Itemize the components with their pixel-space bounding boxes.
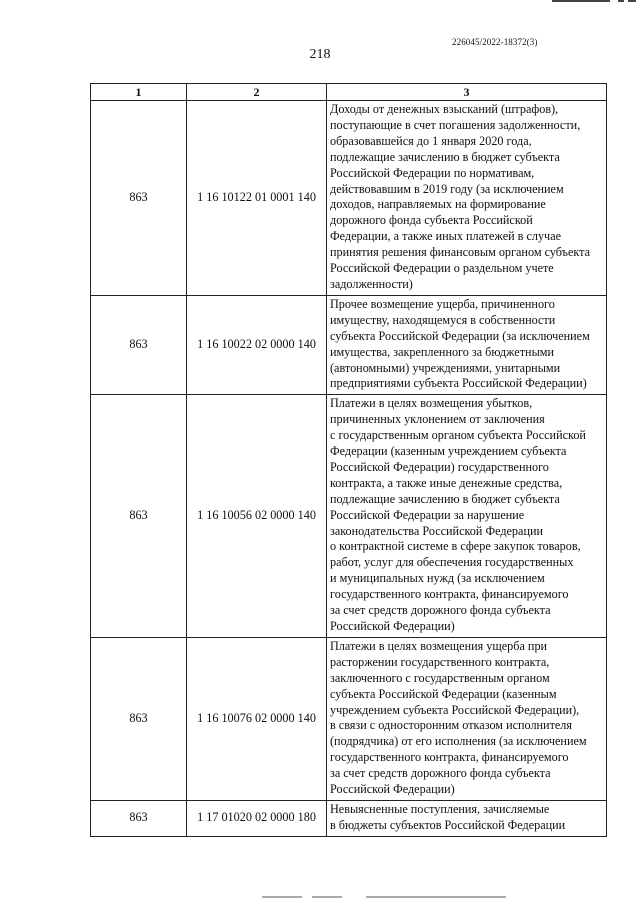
revenue-name-line: Платежи в целях возмещения ущерба при — [330, 638, 548, 653]
admin-code-cell: 863 — [91, 101, 187, 296]
revenue-name-line: задолженности) — [330, 276, 413, 291]
revenue-name-line: образовавшейся до 1 января 2020 года, — [330, 133, 532, 148]
revenue-name-line: имуществу, находящемуся в собственности — [330, 312, 556, 327]
revenue-name-line: субъекта Российской Федерации (казенным — [330, 686, 557, 701]
revenue-name-line: с государственным органом субъекта Российской — [330, 428, 586, 443]
revenue-name-line: Российской Федерации о раздельном учете — [330, 261, 554, 276]
table-row — [91, 637, 607, 800]
kbk-code-cell: 1 16 10056 02 0000 140 — [187, 395, 327, 638]
revenue-name-line: Прочее возмещение ущерба, причиненного — [330, 296, 555, 311]
revenue-name-line: доходов, направляемых на формирование — [330, 197, 546, 212]
kbk-code-cell: 1 16 10022 02 0000 140 — [187, 295, 327, 394]
budget-revenue-table — [90, 83, 607, 837]
kbk-code-cell: 1 16 10122 01 0001 140 — [187, 101, 327, 296]
revenue-name-line: поступающие в счет погашения задолженности, — [330, 117, 581, 132]
revenue-name-line: (автономными) учреждениями, унитарными — [330, 360, 561, 375]
revenue-name-line: имущества, закрепленного за бюджетными — [330, 344, 554, 359]
revenue-name-line: в связи с односторонним отказом исполнителя — [330, 718, 572, 733]
revenue-name-line: работ, услуг для обеспечения государственных — [330, 555, 574, 570]
column-header-1: 1 — [91, 84, 187, 101]
revenue-name-line: Платежи в целях возмещения убытков, — [330, 396, 533, 411]
revenue-name-line: подлежащие зачислению в бюджет субъекта — [330, 149, 560, 164]
revenue-name-cell — [327, 800, 607, 836]
revenue-name-line: заключенного с государственным органом — [330, 670, 550, 685]
revenue-name-cell — [327, 295, 607, 394]
page-number: 218 — [309, 47, 331, 62]
table-row — [91, 101, 607, 296]
revenue-name-line: и муниципальных нужд (за исключением — [330, 571, 545, 586]
revenue-name-line: Российской Федерации) государственного — [330, 459, 549, 474]
revenue-name-line: (подрядчика) от его исполнения (за исключением — [330, 734, 587, 749]
revenue-name-line: учреждением субъекта Российской Федерации), — [330, 702, 580, 717]
revenue-name-line: в бюджеты субъектов Российской Федерации — [330, 817, 566, 832]
revenue-name-line: предприятиями субъекта Российской Федерации) — [330, 376, 587, 391]
revenue-name-line: расторжении государственного контракта, — [330, 654, 550, 669]
revenue-name-cell — [327, 101, 607, 296]
revenue-name-line: Федерации (казенным учреждением субъекта — [330, 444, 567, 459]
admin-code-cell: 863 — [91, 295, 187, 394]
revenue-name-cell — [327, 395, 607, 638]
revenue-name-line: дорожного фонда субъекта Российской — [330, 213, 533, 228]
table-row — [91, 800, 607, 836]
revenue-name-line: о контрактной системе в сфере закупок товаров, — [330, 539, 581, 554]
revenue-name-line: Невыясненные поступления, зачисляемые — [330, 801, 550, 816]
revenue-name-line: законодательства Российской Федерации — [330, 523, 544, 538]
revenue-name-line: Российской Федерации) — [330, 782, 455, 797]
revenue-name-line: за счет средств дорожного фонда субъекта — [330, 766, 551, 781]
admin-code-cell: 863 — [91, 637, 187, 800]
revenue-name-line: причиненных уклонением от заключения — [330, 412, 545, 427]
revenue-name-line: действовавшим в 2019 году (за исключением — [330, 181, 564, 196]
revenue-name-line: государственного контракта, финансируемого — [330, 587, 569, 602]
column-header-3: 3 — [327, 84, 607, 101]
revenue-name-cell — [327, 637, 607, 800]
revenue-name-line: контракта, а также иные денежные средства, — [330, 475, 563, 490]
table-header-row — [91, 84, 607, 101]
revenue-name-line: Доходы от денежных взысканий (штрафов), — [330, 102, 559, 116]
scan-corner-mark — [552, 0, 638, 2]
admin-code-cell: 863 — [91, 395, 187, 638]
kbk-code-cell: 1 17 01020 02 0000 180 — [187, 800, 327, 836]
column-header-2: 2 — [187, 84, 327, 101]
revenue-name-line: за счет средств дорожного фонда субъекта — [330, 603, 551, 618]
document-registration-number: 226045/2022-18372(3) — [452, 37, 538, 47]
revenue-name-line: подлежащие зачислению в бюджет субъекта — [330, 491, 560, 506]
revenue-name-line: государственного контракта, финансируемого — [330, 750, 569, 765]
table-row — [91, 395, 607, 638]
revenue-name-line: Российской Федерации по нормативам, — [330, 165, 535, 180]
revenue-name-line: принятия решения финансовым органом субъекта — [330, 245, 591, 260]
revenue-name-line: Федерации, а также иных платежей в случае — [330, 229, 562, 244]
scan-bottom-marks — [0, 896, 640, 902]
revenue-name-line: субъекта Российской Федерации (за исключением — [330, 328, 590, 343]
table-row — [91, 295, 607, 394]
revenue-name-line: Российской Федерации) — [330, 619, 455, 633]
revenue-name-line: Российской Федерации за нарушение — [330, 507, 525, 522]
kbk-code-cell: 1 16 10076 02 0000 140 — [187, 637, 327, 800]
admin-code-cell: 863 — [91, 800, 187, 836]
